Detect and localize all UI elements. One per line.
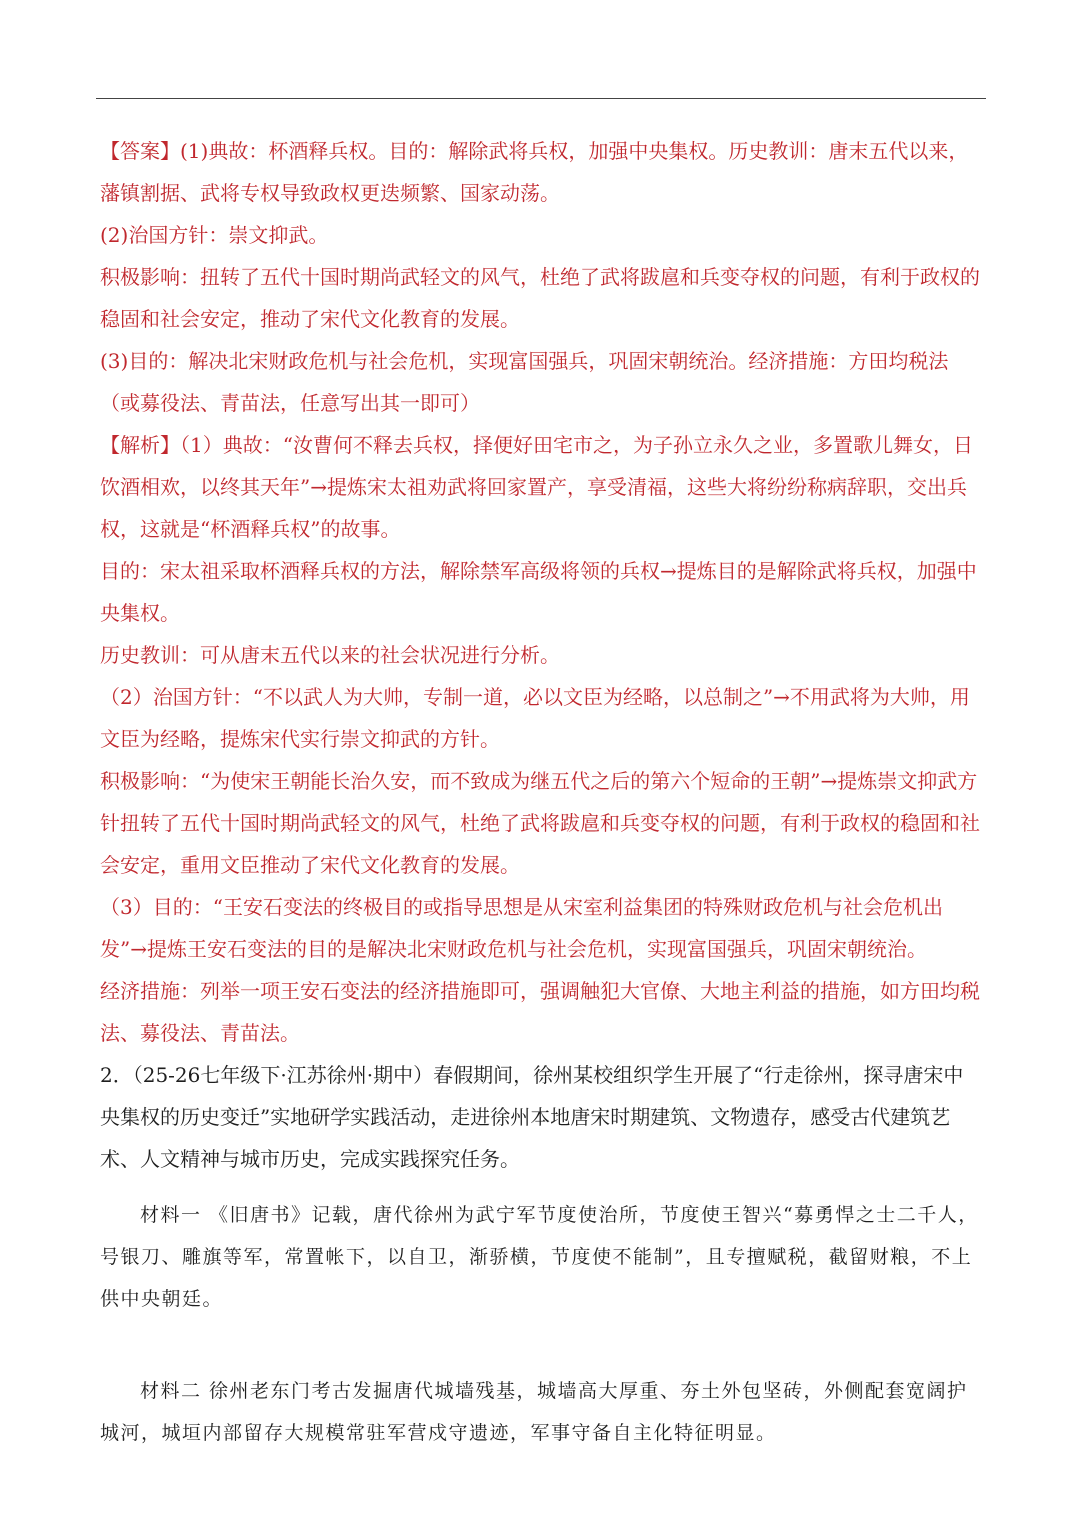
analysis-tag: 【解析】 xyxy=(100,433,180,457)
analysis-part-6: （3）目的：“王安石变法的终极目的或指导思想是从宋室利益集团的特殊财政危机与社会危机出发”→提炼王安石变法的目的是解决北宋财政危机与社会危机，实现富国强兵，巩固宋朝统治。 xyxy=(100,895,943,961)
answer-text-1: (1)典故：杯酒释兵权。目的：解除武将兵权，加强中央集权。历史教训：唐末五代以来，藩镇割据、武将专权导致政权更迭频繁、国家动荡。 xyxy=(100,139,969,205)
answer-tag: 【答案】 xyxy=(100,139,180,163)
analysis-part-1 xyxy=(100,424,980,550)
answer-part-2: (2)治国方针：崇文抑武。 xyxy=(100,223,329,247)
analysis-part-5: 积极影响：“为使宋王朝能长治久安，而不致成为继五代之后的第六个短命的王朝”→提炼崇文抑武方针扭转了五代十国时期尚武轻文的风气，杜绝了武将跋扈和兵变夺权的问题，有利于政权的稳固和社会安定，重用文臣推动了宋代文化教育的发展。 xyxy=(100,769,980,877)
question-2-stem: 2．（25-26七年级下·江苏徐州·期中）春假期间，徐州某校组织学生开展了“行走徐州，探寻唐宋中央集权的历史变迁”实地研学实践活动，走进徐州本地唐宋时期建筑、文物遗存，感受古代建筑艺术、人文精神与城市历史，完成实践探究任务。 xyxy=(100,1063,964,1171)
answer-part-4: (3)目的：解决北宋财政危机与社会危机，实现富国强兵，巩固宋朝统治。经济措施：方田均税法（或募役法、青苗法，任意写出其一即可） xyxy=(100,349,949,415)
analysis-part-4: （2）治国方针：“不以武人为大帅，专制一道，必以文臣为经略，以总制之”→不用武将为大帅，用文臣为经略，提炼宋代实行崇文抑武的方针。 xyxy=(100,685,970,751)
material-1: 材料一 《旧唐书》记载，唐代徐州为武宁军节度使治所，节度使王智兴“募勇悍之士二千人，号银刀、雕旗等军，常置帐下，以自卫，渐骄横，节度使不能制”，且专擅赋税，截留财粮，不上供中央朝廷。 xyxy=(100,1204,979,1310)
material-2: 材料二 徐州老东门考古发掘唐代城墙残基，城墙高大厚重、夯土外包坚砖，外侧配套宽阔护城河，城垣内部留存大规模常驻军营戍守遗迹，军事守备自主化特征明显。 xyxy=(100,1380,968,1444)
answer-part-1 xyxy=(100,130,980,214)
header-divider xyxy=(96,98,986,99)
answer-part-3: 积极影响：扭转了五代十国时期尚武轻文的风气，杜绝了武将跋扈和兵变夺权的问题，有利于政权的稳固和社会安定，推动了宋代文化教育的发展。 xyxy=(100,265,980,331)
analysis-text-1: （1）典故：“汝曹何不释去兵权，择便好田宅市之，为子孙立永久之业，多置歌儿舞女，日饮酒相欢，以终其天年”→提炼宋太祖劝武将回家置产，享受清福，这些大将纷纷称病辞职，交出兵权，这就是“杯酒释兵权”的故事。 xyxy=(100,433,973,541)
analysis-part-2: 目的：宋太祖采取杯酒释兵权的方法，解除禁军高级将领的兵权→提炼目的是解除武将兵权，加强中央集权。 xyxy=(100,559,977,625)
analysis-part-3: 历史教训：可从唐末五代以来的社会状况进行分析。 xyxy=(100,643,560,667)
document-body xyxy=(100,130,980,1454)
analysis-part-7: 经济措施：列举一项王安石变法的经济措施即可，强调触犯大官僚、大地主利益的措施，如方田均税法、募役法、青苗法。 xyxy=(100,979,980,1045)
